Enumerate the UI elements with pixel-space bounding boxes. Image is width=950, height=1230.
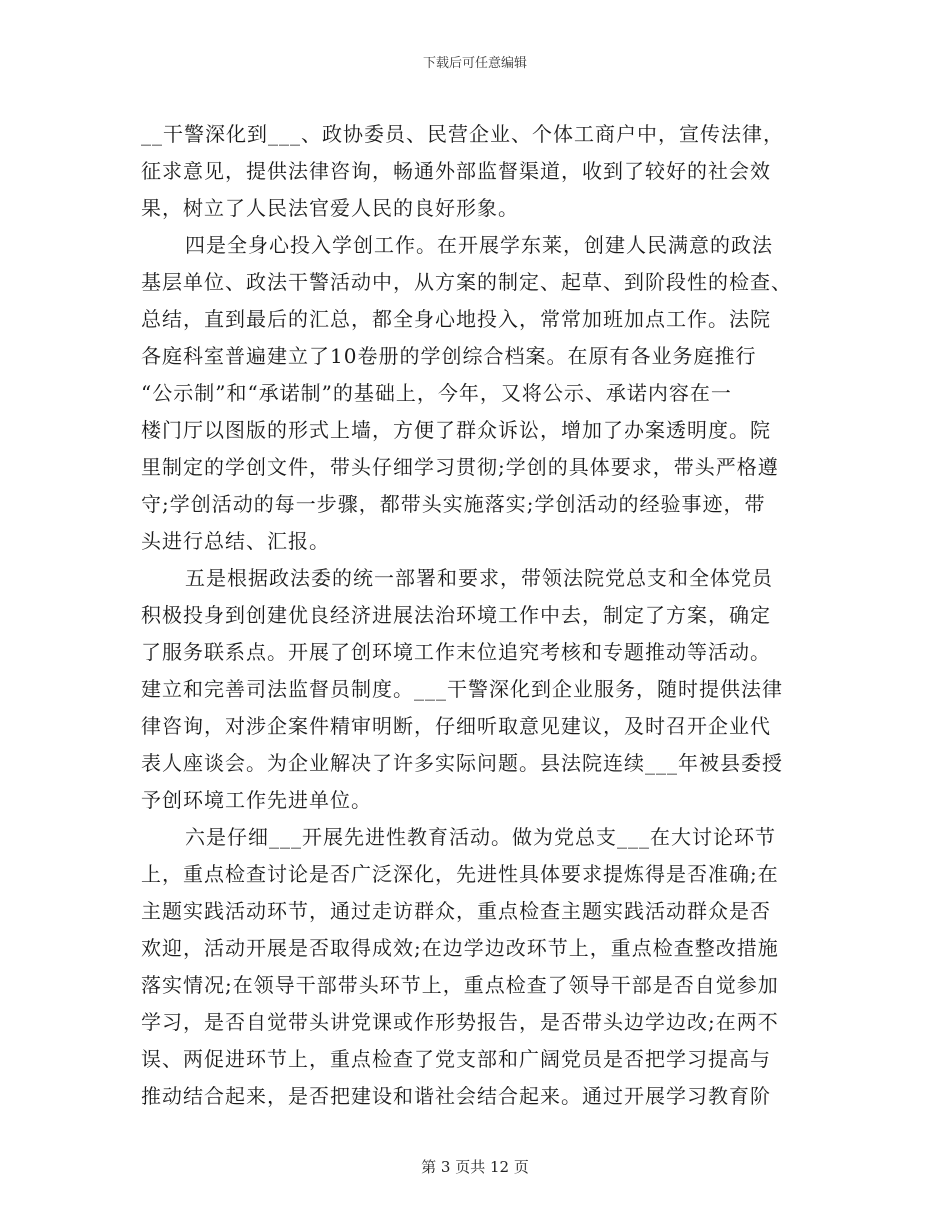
text-line: 了服务联系点。开展了创环境工作末位追究考核和专题推动等活动。 bbox=[141, 640, 771, 664]
text-line: 主题实践活动环节，通过走访群众，重点检查主题实践活动群众是否 bbox=[141, 899, 771, 923]
text-line: 征求意见，提供法律咨询，畅通外部监督渠道，收到了较好的社会效 bbox=[141, 159, 771, 183]
text-line: 各庭科室普遍建立了10卷册的学创综合档案。在原有各业务庭推行 bbox=[141, 344, 757, 368]
text-line: 五是根据政法委的统一部署和要求，带领法院党总支和全体党员 bbox=[185, 566, 773, 590]
text-line: 上，重点检查讨论是否广泛深化，先进性具体要求提炼得是否准确;在 bbox=[141, 862, 779, 886]
text-line: 落实情况;在领导干部带头环节上，重点检查了领导干部是否自觉参加 bbox=[141, 973, 779, 997]
page-number-footer: 第 3 页共 12 页 bbox=[421, 1158, 529, 1176]
text-line: __干警深化到___、政协委员、民营企业、个体工商户中，宣传法律， bbox=[141, 122, 784, 146]
text-line: 积极投身到创建优良经济进展法治环境工作中去，制定了方案，确定 bbox=[141, 603, 771, 627]
text-line: 表人座谈会。为企业解决了许多实际问题。县法院连续___年被县委授 bbox=[141, 751, 783, 775]
text-line: 欢迎，活动开展是否取得成效;在边学边改环节上，重点检查整改措施 bbox=[141, 936, 779, 960]
text-line: 果，树立了人民法官爱人民的良好形象。 bbox=[141, 196, 519, 220]
text-line: 里制定的学创文件，带头仔细学习贯彻;学创的具体要求，带头严格遵 bbox=[141, 455, 779, 479]
text-line: 头进行总结、汇报。 bbox=[141, 529, 330, 553]
text-line: 基层单位、政法干警活动中，从方案的制定、起草、到阶段性的检查、 bbox=[141, 270, 792, 294]
text-line: 推动结合起来，是否把建设和谐社会结合起来。通过开展学习教育阶 bbox=[141, 1084, 771, 1108]
text-line: 律咨询，对涉企案件精审明断，仔细听取意见建议，及时召开企业代 bbox=[141, 714, 771, 738]
text-line: 学习，是否自觉带头讲党课或作形势报告，是否带头边学边改;在两不 bbox=[141, 1010, 779, 1034]
text-line: “公示制”和“承诺制”的基础上，今年，又将公示、承诺内容在一 bbox=[141, 381, 732, 405]
page-header: 下载后可任意编辑 bbox=[422, 56, 527, 71]
text-line: 楼门厅以图版的形式上墙，方便了群众诉讼，增加了办案透明度。院 bbox=[141, 418, 771, 442]
text-line: 予创环境工作先进单位。 bbox=[141, 788, 372, 812]
text-line: 总结，直到最后的汇总，都全身心地投入，常常加班加点工作。法院 bbox=[141, 307, 771, 331]
text-line: 建立和完善司法监督员制度。___干警深化到企业服务，随时提供法律 bbox=[141, 677, 783, 701]
text-line: 四是全身心投入学创工作。在开展学东莱，创建人民满意的政法 bbox=[185, 233, 773, 257]
text-line: 六是仔细___开展先进性教育活动。做为党总支___在大讨论环节 bbox=[185, 825, 776, 849]
document-body bbox=[141, 116, 801, 1115]
text-line: 误、两促进环节上，重点检查了党支部和广阔党员是否把学习提高与 bbox=[141, 1047, 771, 1071]
text-line: 守;学创活动的每一步骤，都带头实施落实;学创活动的经验事迹，带 bbox=[141, 492, 766, 516]
